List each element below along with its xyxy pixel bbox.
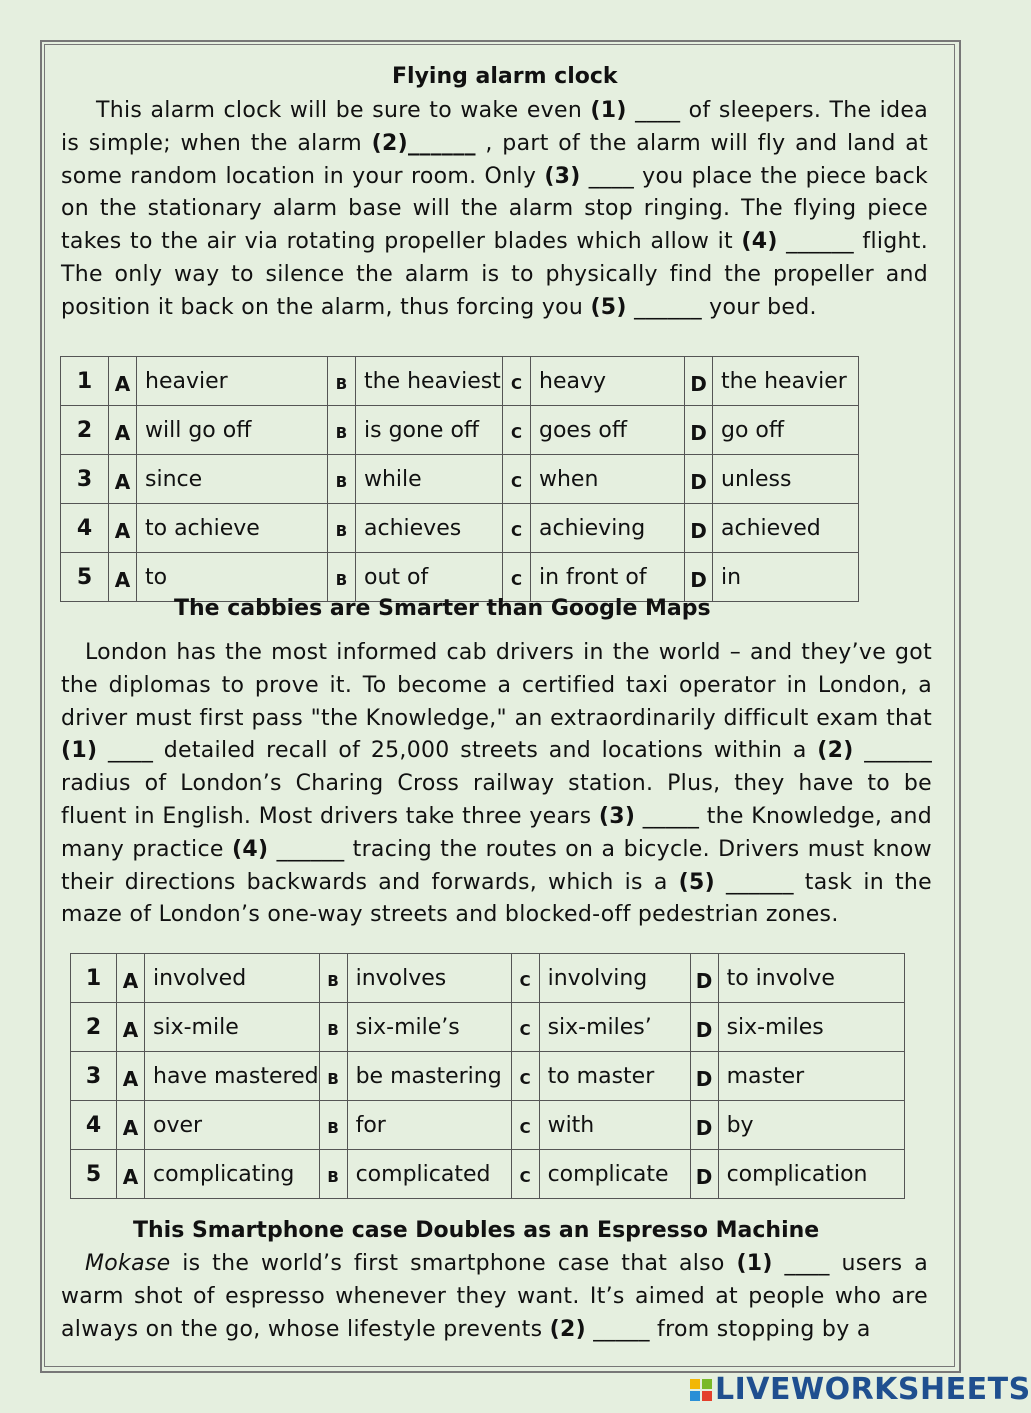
option-letter-b: B <box>328 406 356 455</box>
option-letter-a: A <box>109 406 137 455</box>
section-2-paragraph: London has the most informed cab drivers in the world – and they’ve got the diplomas to prove it. To become a certified taxi operator in London, a driver must first pass "the Knowledge," an extraordinarily difficult exam that (1) ____ detailed recall of 25,000 streets and locations within a (2) ______ radius of London’s Charing Cross railway station. Plus, they have to be fluent in English. Most drivers take three years (3) _____ the Knowledge, and many practice (4) ______ tracing the routes on a bicycle. Drivers must know their directions backwards and forwards, which is a (5) ______ task in the maze of London’s one-way streets and blocked-off pedestrian zones. <box>61 640 933 928</box>
options-row <box>61 357 859 406</box>
option-letter-d: D <box>690 1150 718 1199</box>
option-letter-b: B <box>319 1150 347 1199</box>
section-2-title: The cabbies are Smarter than Google Maps <box>174 596 711 621</box>
option-letter-b: B <box>319 954 347 1003</box>
logo-text: LIVEWORKSHEETS <box>715 1372 1031 1407</box>
question-number: 1 <box>61 357 109 406</box>
option-b[interactable]: six-mile’s <box>347 1003 511 1052</box>
option-d[interactable]: by <box>718 1101 904 1150</box>
option-b[interactable]: is gone off <box>356 406 503 455</box>
option-letter-a: A <box>109 504 137 553</box>
option-d[interactable]: complication <box>718 1150 904 1199</box>
option-a[interactable]: complicating <box>145 1150 320 1199</box>
option-c[interactable]: six-miles’ <box>539 1003 690 1052</box>
option-a[interactable]: will go off <box>137 406 328 455</box>
option-letter-a: A <box>117 954 145 1003</box>
option-d[interactable]: the heavier <box>713 357 859 406</box>
option-c[interactable]: with <box>539 1101 690 1150</box>
question-number: 3 <box>71 1052 117 1101</box>
option-letter-a: A <box>117 1101 145 1150</box>
option-a[interactable]: involved <box>145 954 320 1003</box>
question-number: 4 <box>61 504 109 553</box>
option-c[interactable]: to master <box>539 1052 690 1101</box>
option-letter-d: D <box>685 455 713 504</box>
option-c[interactable]: in front of <box>531 553 685 602</box>
options-row <box>71 1150 905 1199</box>
options-row <box>61 406 859 455</box>
option-c[interactable]: goes off <box>531 406 685 455</box>
options-row <box>71 1052 905 1101</box>
option-letter-c: C <box>511 1003 539 1052</box>
option-a[interactable]: six-mile <box>145 1003 320 1052</box>
question-number: 5 <box>61 553 109 602</box>
option-letter-b: B <box>328 455 356 504</box>
question-number: 5 <box>71 1150 117 1199</box>
option-letter-b: B <box>328 504 356 553</box>
option-letter-d: D <box>685 406 713 455</box>
question-number: 1 <box>71 954 117 1003</box>
option-letter-a: A <box>109 357 137 406</box>
option-letter-b: B <box>319 1101 347 1150</box>
option-b[interactable]: involves <box>347 954 511 1003</box>
section-1-options-table <box>60 356 859 602</box>
option-d[interactable]: six-miles <box>718 1003 904 1052</box>
option-d[interactable]: go off <box>713 406 859 455</box>
option-b[interactable]: achieves <box>356 504 503 553</box>
option-b[interactable]: the heaviest <box>356 357 503 406</box>
option-letter-b: B <box>319 1052 347 1101</box>
option-letter-d: D <box>690 1003 718 1052</box>
options-row <box>71 1101 905 1150</box>
option-letter-c: C <box>503 455 531 504</box>
option-c[interactable]: heavy <box>531 357 685 406</box>
option-letter-c: C <box>511 1052 539 1101</box>
liveworksheets-logo-icon <box>690 1374 712 1396</box>
options-row <box>71 1003 905 1052</box>
question-number: 3 <box>61 455 109 504</box>
option-d[interactable]: unless <box>713 455 859 504</box>
section-1-paragraph: This alarm clock will be sure to wake even (1) ____ of sleepers. The idea is simple; when the alarm (2)______ , part of the alarm will fly and land at some random location in your room. Only (3) ____ you place the piece back on the stationary alarm base will the alarm stop ringing. The flying piece takes to the air via rotating propeller blades which allow it (4) ______ flight. The only way to silence the alarm is to physically find the propeller and position it back on the alarm, thus forcing you (5) ______ your bed. <box>61 98 929 320</box>
option-a[interactable]: over <box>145 1101 320 1150</box>
option-letter-b: B <box>328 357 356 406</box>
option-a[interactable]: heavier <box>137 357 328 406</box>
option-c[interactable]: complicate <box>539 1150 690 1199</box>
option-a[interactable]: have mastered <box>145 1052 320 1101</box>
option-letter-c: C <box>503 553 531 602</box>
option-letter-a: A <box>109 455 137 504</box>
option-letter-d: D <box>685 553 713 602</box>
option-letter-b: B <box>328 553 356 602</box>
option-letter-a: A <box>117 1052 145 1101</box>
option-letter-a: A <box>117 1003 145 1052</box>
section-1-title: Flying alarm clock <box>392 64 618 89</box>
option-b[interactable]: out of <box>356 553 503 602</box>
option-letter-d: D <box>690 1101 718 1150</box>
option-letter-b: B <box>319 1003 347 1052</box>
option-letter-c: C <box>503 357 531 406</box>
option-b[interactable]: while <box>356 455 503 504</box>
option-a[interactable]: to achieve <box>137 504 328 553</box>
options-row <box>61 553 859 602</box>
options-row <box>61 504 859 553</box>
option-letter-d: D <box>685 504 713 553</box>
options-row <box>61 455 859 504</box>
option-letter-a: A <box>109 553 137 602</box>
option-d[interactable]: achieved <box>713 504 859 553</box>
liveworksheets-logo <box>690 1372 1031 1408</box>
option-a[interactable]: since <box>137 455 328 504</box>
option-a[interactable]: to <box>137 553 328 602</box>
option-d[interactable]: to involve <box>718 954 904 1003</box>
option-letter-d: D <box>690 954 718 1003</box>
option-c[interactable]: when <box>531 455 685 504</box>
option-b[interactable]: for <box>347 1101 511 1150</box>
option-letter-c: C <box>511 1101 539 1150</box>
option-c[interactable]: achieving <box>531 504 685 553</box>
option-d[interactable]: master <box>718 1052 904 1101</box>
section-2-options-table <box>70 953 905 1199</box>
option-c[interactable]: involving <box>539 954 690 1003</box>
option-b[interactable]: be mastering <box>347 1052 511 1101</box>
options-row <box>71 954 905 1003</box>
question-number: 2 <box>61 406 109 455</box>
option-letter-d: D <box>685 357 713 406</box>
section-3-title: This Smartphone case Doubles as an Espresso Machine <box>133 1218 820 1243</box>
option-letter-c: C <box>503 406 531 455</box>
section-3-paragraph: Mokase is the world’s first smartphone case that also (1) ____ users a warm shot of espresso whenever they want. It’s aimed at people who are always on the go, whose lifestyle prevents (2) _____ from stopping by a <box>61 1251 928 1342</box>
option-b[interactable]: complicated <box>347 1150 511 1199</box>
option-letter-c: C <box>511 954 539 1003</box>
option-letter-a: A <box>117 1150 145 1199</box>
option-letter-c: C <box>511 1150 539 1199</box>
question-number: 4 <box>71 1101 117 1150</box>
option-letter-c: C <box>503 504 531 553</box>
option-letter-d: D <box>690 1052 718 1101</box>
option-d[interactable]: in <box>713 553 859 602</box>
question-number: 2 <box>71 1003 117 1052</box>
